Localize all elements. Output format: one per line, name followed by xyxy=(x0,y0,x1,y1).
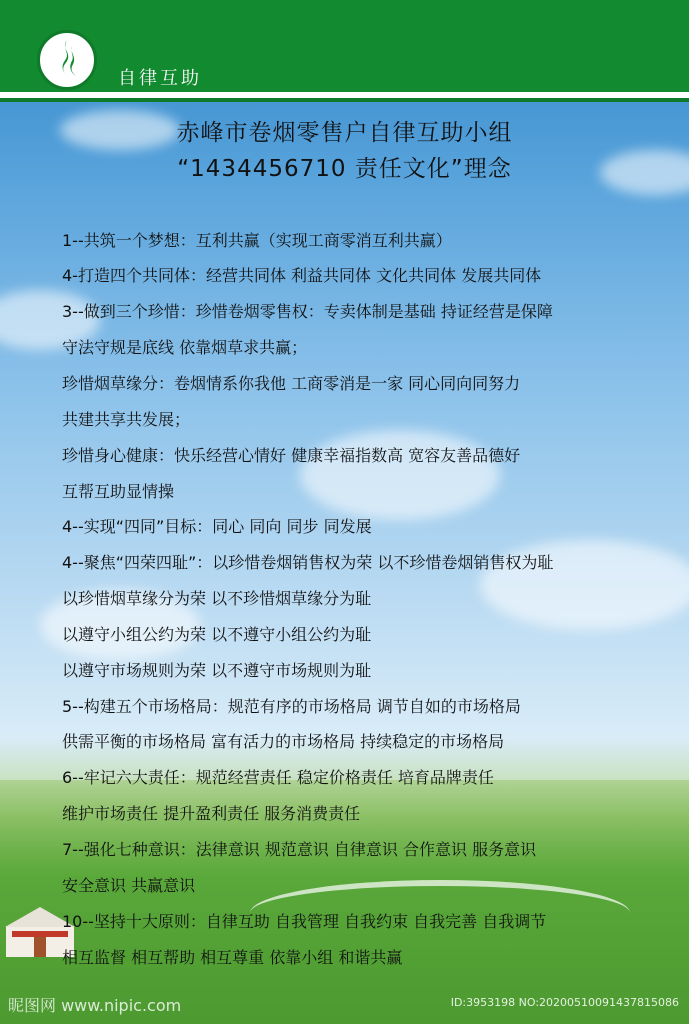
content-line: 以遵守小组公约为荣 以不遵守小组公约为耻 xyxy=(62,625,372,644)
content-line: 珍惜烟草缘分：卷烟情系你我他 工商零消是一家 同心同向同努力 xyxy=(62,374,521,393)
page-title-line2: “1434456710 责任文化”理念 xyxy=(177,156,512,182)
header-divider-accent xyxy=(0,98,689,102)
content-line: 6--牢记六大责任：规范经营责任 稳定价格责任 培育品牌责任 xyxy=(62,768,494,787)
flame-leaf-logo-icon xyxy=(37,30,97,90)
image-id-text: ID:3953198 NO:20200510091437815086 xyxy=(450,996,679,1009)
content-line: 珍惜身心健康：快乐经营心情好 健康幸福指数高 宽容友善品德好 xyxy=(62,446,521,465)
content-line: 共建共享共发展； xyxy=(62,410,191,429)
content-line: 10--坚持十大原则：自律互助 自我管理 自我约束 自我完善 自我调节 xyxy=(62,912,547,931)
content-line: 以珍惜烟草缘分为荣 以不珍惜烟草缘分为耻 xyxy=(62,589,372,608)
header-band xyxy=(0,0,689,92)
content-line: 3--做到三个珍惜：珍惜卷烟零售权：专卖体制是基础 持证经营是保障 xyxy=(62,302,553,321)
content-line: 7--强化七种意识：法律意识 规范意识 自律意识 合作意识 服务意识 xyxy=(62,840,537,859)
content-line: 互帮互助显情操 xyxy=(62,482,175,501)
content-line: 维护市场责任 提升盈利责任 服务消费责任 xyxy=(62,804,361,823)
content-line: 4--实现“四同”目标：同心 同向 同步 同发展 xyxy=(62,517,372,536)
content-line: 以遵守市场规则为荣 以不遵守市场规则为耻 xyxy=(62,661,372,680)
site-watermark: 昵图网 www.nipic.com xyxy=(8,996,182,1015)
content-line: 安全意识 共赢意识 xyxy=(62,876,196,895)
brand-text: 自律互助 xyxy=(118,68,202,89)
content-line: 1--共筑一个梦想：互利共赢（实现工商零消互利共赢） xyxy=(62,231,452,250)
content-line: 相互监督 相互帮助 相互尊重 依靠小组 和谐共赢 xyxy=(62,948,403,967)
content-line: 供需平衡的市场格局 富有活力的市场格局 持续稳定的市场格局 xyxy=(62,732,505,751)
content-line: 4--聚焦“四荣四耻”：以珍惜卷烟销售权为荣 以不珍惜卷烟销售权为耻 xyxy=(62,553,554,572)
content-line: 5--构建五个市场格局：规范有序的市场格局 调节自如的市场格局 xyxy=(62,697,521,716)
page-title-line1: 赤峰市卷烟零售户自律互助小组 xyxy=(176,120,513,146)
content-line: 4-打造四个共同体：经营共同体 利益共同体 文化共同体 发展共同体 xyxy=(62,266,542,285)
content-line: 守法守规是底线 依靠烟草求共赢； xyxy=(62,338,308,357)
